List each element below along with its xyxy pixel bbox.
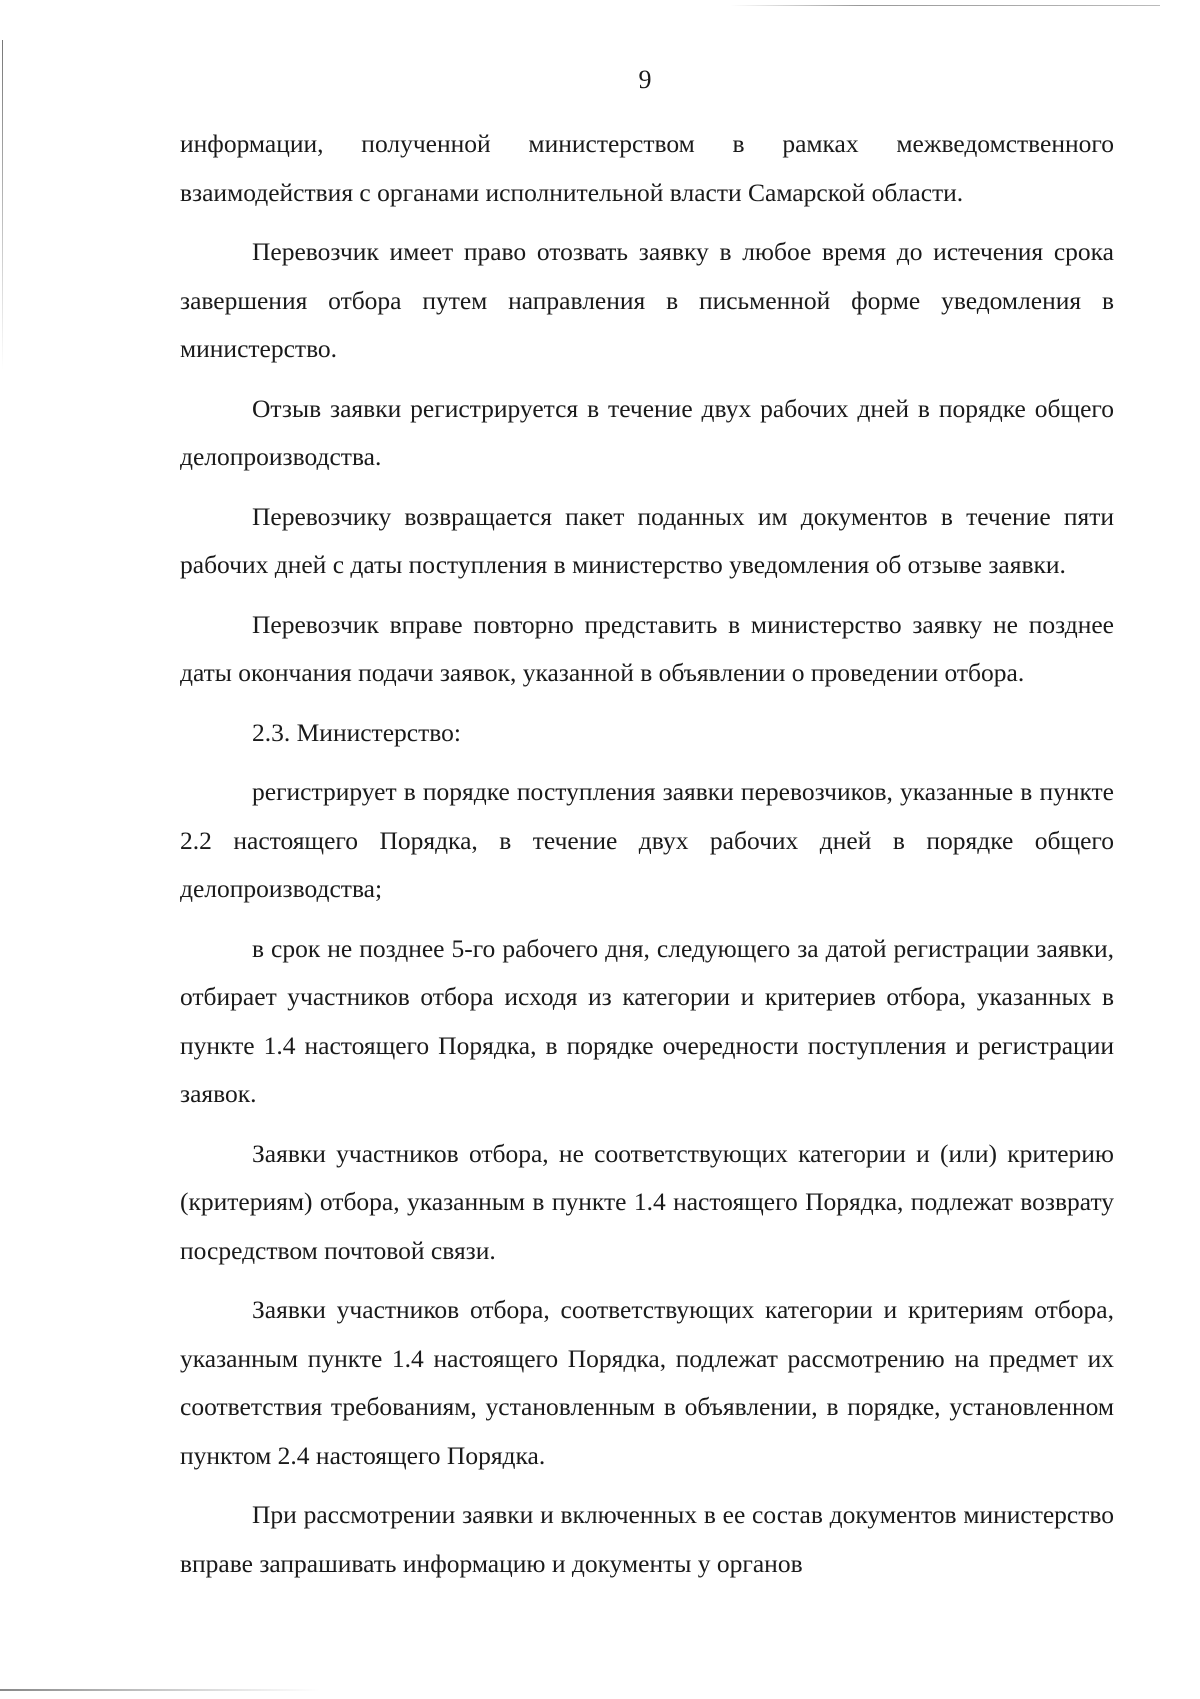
scan-edge-top xyxy=(730,5,1160,6)
paragraph-resubmission: Перевозчик вправе повторно представить в министерство заявку не позднее даты окончания подачи заявок, указанной в объявлении о проведении отбора. xyxy=(180,609,1114,687)
document-body xyxy=(180,120,1114,1599)
section-heading-2-3: 2.3. Министерство: xyxy=(252,717,461,747)
paragraph-registers: регистрирует в порядке поступления заявки перевозчиков, указанные в пункте 2.2 настоящего Порядка, в течение двух рабочих дней в порядке общего делопроизводства; xyxy=(180,777,1114,903)
paragraph-information-request: При рассмотрении заявки и включенных в ее состав документов министерство вправе запрашивать информацию и документы у органов xyxy=(180,1500,1114,1578)
page-number: 9 xyxy=(638,65,652,94)
paragraph-continuation: информации, полученной министерством в рамках межведомственного взаимодействия с органами исполнительной власти Самарской области. xyxy=(180,129,1114,207)
paragraph-documents-return: Перевозчику возвращается пакет поданных им документов в течение пяти рабочих дней с даты поступления в министерство уведомления об отзыве заявки. xyxy=(180,501,1114,579)
paragraph-conforming-review: Заявки участников отбора, соответствующих категории и критериям отбора, указанным пункте 1.4 настоящего Порядка, подлежат рассмотрению на предмет их соответствия требованиям, установленным в объявлении, в порядке, установленном пунктом 2.4 настоящего Порядка. xyxy=(180,1295,1114,1470)
paragraph-selection-deadline: в срок не позднее 5-го рабочего дня, следующего за датой регистрации заявки, отбирает участников отбора исходя из категории и критериев отбора, указанных в пункте 1.4 настоящего Порядка, в порядке очередности поступления и регистрации заявок. xyxy=(180,933,1114,1108)
scan-edge-bottom xyxy=(0,1689,320,1691)
paragraph-withdraw-right: Перевозчик имеет право отозвать заявку в любое время до истечения срока завершения отбора путем направления в письменной форме уведомления в министерство. xyxy=(180,237,1114,363)
paragraph-nonconforming-return: Заявки участников отбора, не соответствующих категории и (или) критерию (критериям) отбора, указанным в пункте 1.4 настоящего Порядка, подлежат возврату посредством почтовой связи. xyxy=(180,1138,1114,1265)
paragraph-withdraw-registration: Отзыв заявки регистрируется в течение двух рабочих дней в порядке общего делопроизводства. xyxy=(180,393,1114,471)
